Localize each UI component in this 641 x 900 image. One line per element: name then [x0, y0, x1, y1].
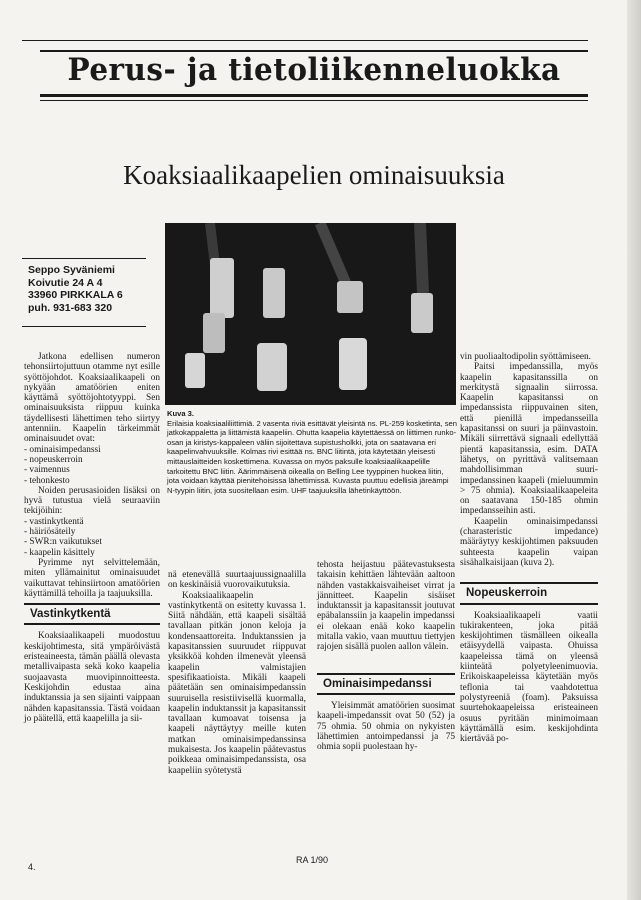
list-item: - häiriösäteily — [24, 527, 76, 538]
subheading-nopeuskerroin: Nopeuskerroin — [460, 582, 598, 604]
figure-caption — [167, 409, 457, 495]
list-item: - SWR:n vaikutukset — [24, 537, 102, 548]
author-rule-top — [22, 258, 146, 259]
author-block — [28, 264, 146, 314]
body-paragraph: Koaksiaalikaapeli vaatii tukirakenteen, joka pitää keskijohtimen täsmälleen oikealla etäisyydellä vaipasta. Ohuissa kaapeleissa tämä on yleensä kiinteätä polyetyleenimuovia. Erikoiskaapeleissa käytetään myös teflonia tai vaahdotettua polystyreeniä (foam). Paksuissa suurtehokaapeleissa eristeaineen osuus pyritään minimoimaan käyttämällä esim. keskijohdinta kiertävää po- — [460, 610, 598, 745]
author-rule-bottom — [22, 326, 146, 327]
body-paragraph: nä etenevällä suurtaajuussignaalilla on keskinäisiä vuorovaikutuksia. — [168, 570, 306, 591]
column-4 — [460, 352, 598, 744]
mid-paragraph: Noiden perusasioiden lisäksi on hyvä tutustua vielä seuraaviin tekijöihin: — [24, 485, 160, 517]
list-item: - vaimennus — [24, 465, 70, 476]
body-paragraph: vin puoliaaltodipolin syöttämiseen. — [460, 352, 591, 362]
article-title: Koaksiaalikaapelien ominaisuuksia — [123, 160, 505, 190]
author-phone: puh. 931-683 320 — [28, 301, 113, 314]
column-3 — [317, 560, 455, 752]
list-item: - ominaisimpedanssi — [24, 444, 101, 455]
page-edge — [627, 0, 641, 900]
figure-label: Kuva 3. — [167, 409, 195, 418]
list-item: - nopeuskerroin — [24, 454, 83, 465]
author-street: Koivutie 24 A 4 — [28, 276, 103, 289]
list-item: - vastinkytkentä — [24, 516, 84, 527]
end-paragraph: Pyrimme nyt selvittelemään, miten yllämainitut ominaisuudet vaikuttavat tehinsiirtoon amatöörien käyttämillä tehoilla ja taajuuksilla. — [24, 557, 160, 599]
heading-rule — [40, 94, 588, 97]
top-rule — [22, 40, 588, 41]
body-paragraph: Yleisimmät amatöörien suosimat kaapeli-impedanssit ovat 50 (52) ja 75 ohmia. 50 ohmia on nykyisten lähettimien antoimpedanssi ja 75 ohmia sopii puolestaan hy- — [317, 700, 455, 753]
subheading-vastinkytkenta: Vastinkytkentä — [24, 603, 160, 625]
body-paragraph: Koaksiaalikaapeli muodostuu keskijohtimesta, sitä ympäröivästä eristeaineesta, tämän päällä olevasta metallivaipasta sekä koko kaapelia suojaavasta muovipinnoitteesta. Keskijohdin edustaa aina induktanssia ja sen sijainti vaippaan nähden kapasitanssia. Tästä voidaan jo päätellä, että kaapelilla ja sii- — [24, 631, 160, 724]
author-name: Seppo Syväniemi — [28, 264, 115, 276]
author-city: 33960 PIRKKALA 6 — [28, 289, 123, 301]
intro-paragraph: Jatkona edellisen numeron tehonsiirtojuttuun otamme nyt esille syöttöjohdot. Koaksiaalikaapeli on nykyään amatöörien eniten käyttämä syöttöjohtotyyppi. Sen ominaisuuksista riippuu kuinka täydellisesti lähettimen teho siirtyy antenniin. Kaapelin tärkeimmät ominaisuudet ovat: — [24, 352, 160, 445]
footer-page-number: 4. — [28, 862, 36, 872]
column-1 — [24, 352, 160, 724]
subheading-ominaisimpedanssi: Ominaisimpedanssi — [317, 673, 455, 695]
footer-issue: RA 1/90 — [296, 855, 329, 865]
connectors-photo — [165, 223, 456, 405]
column-2 — [168, 570, 306, 776]
heading-rule-thin — [40, 100, 588, 101]
list-item: - kaapelin käsittely — [24, 547, 95, 558]
list-item: - tehonkesto — [24, 475, 70, 486]
body-paragraph: tehosta heijastuu päätevastuksesta takaisin kehittäen lähtevään aaltoon nähden vastakkaisvaiheiset virrat ja jännitteet. Kaapelin sisäiset induktanssit ja kapasitanssit joutuvat epäbalanssiin ja kaapelin impedanssi ei olekaan enää koko kaapelin mitalla vakio, vaan muuttuu tiettyjen rajojen sisällä puolen aallon välein. — [317, 560, 455, 653]
body-paragraph: Koaksiaalikaapelin vastinkytkentä on esitetty kuvassa 1. Siitä nähdään, että kaapeli sisältää tavallaan pitkän jonon keloja ja kondensaattoreita. Induktanssien ja kapasitanssien suuruudet riippuvat yksikköä kohden ilmenevät yleensä kaapelin valmistajien spesifikaatioista. Mikäli kaapeli päätetään sen ominaisimpedanssin suuruisella resistiivisellä kuormalla, kaapelin induktanssit ja kapasitanssit tavallaan kumoavat toisensa ja kaapeli näyttäytyy meille kuten matkan ominaisimpedanssinsa mukaisesta. Jos kaapelin päätevastus poikkeaa ominaisimpedanssista, osa kaapeliin syötetystä — [168, 590, 306, 776]
figure-caption-text: Erilaisia koaksiaaliliittimiä. 2 vasenta riviä esittävät yleisintä ns. PL-259 kosketinta, sen jatkokappaletta ja liittämistä kaapeliin. Ohutta kaapelia käytettäessä on liittimen runko-osan ja kiristys-kappaleen väliin sijoitettava supistusholkki, jota on saatavana eri kaapelinvahvuuksille. Kolmas rivi esittää ns. BNC liitintä, jota käytetään yleisesti mittauslaitteiden koskettimena. Kuvassa on myös paksulle koaksiaalikaapelille tarkoitettu BNC liitin. Äärimmäisenä oikealla on Belling Lee tyyppinen huokea liitin, jota voidaan käyttää pienitehoisissa lähettimissä. Kuvasta puuttuu edellisiä järeämpi N-tyypin liitin, jota suositellaan esim. UHF taajuuksilla lähetinkäyttöön. — [167, 418, 457, 495]
body-paragraph: Paitsi impedanssilla, myös kaapelin kapasitanssilla on merkitystä signaalin siirrossa. Kaapelin kapasitanssi on impedanssista riippuvainen siten, että pienillä impedansseilla kapasitanssi on suuri ja päinvastoin. Mikäli siirrettävä signaali edellyttää pientä kapasitanssia, esim. DATA lähetys, on pyrittävä valitsemaan mahdollisimman suuri-impedanssinen kaapeli (mieluummin > 75 ohmia). Koaksiaalikaapeleita on saatavana 150-185 ohmin impedansseihin asti. — [460, 362, 598, 517]
section-heading: Perus- ja tietoliikenneluokka — [67, 52, 561, 88]
body-paragraph: Kaapelin ominaisimpedanssi (charasteristic impedance) määräytyy keskijohtimen paksuuden suhteesta kaapelin vaipan sisähalkaisijaan (kuva 2). — [460, 516, 598, 568]
